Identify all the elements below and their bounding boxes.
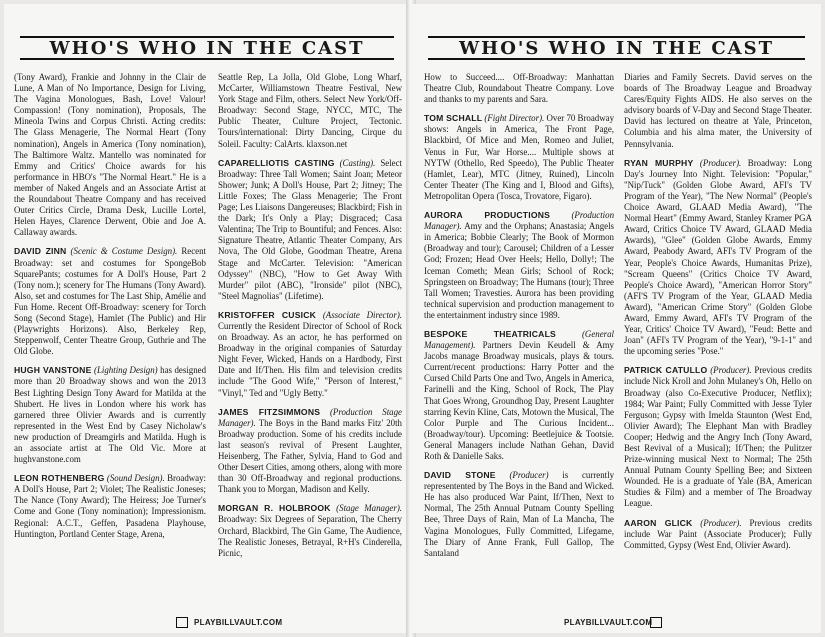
bio-entry <box>424 329 614 462</box>
bio-name: CAPARELLIOTIS CASTING <box>218 157 335 168</box>
bio-text: Seattle Rep, La Jolla, Old Globe, Long Wharf, McCarter, Williamstown Theatre Festival, New York Stage and Film, others. Select New York/Off-Broadway: Second Stage, NYCC, MTC, The Public Theater, Culture Project, Tectonic. Tours/international: Dirty Dancing, Cirque du Soleil. Faculty: CalArts. klaxson.net <box>218 72 402 149</box>
bio-name: PATRICK CATULLO <box>624 365 708 376</box>
bio-entry <box>14 72 206 238</box>
bio-entry <box>424 470 614 559</box>
bio-name: AURORA PRODUCTIONS <box>424 210 551 221</box>
bio-entry <box>14 473 206 540</box>
bio-role: (Lighting Design) <box>94 365 158 376</box>
bio-text: has designed more than 20 Broadway shows and won the 2013 Best Lighting Design Tony Award for Matilda at the Shubert. He lives in London where his work has garnered three Olivier Awards and is currently represented in the West End by Casey Nicholaw's new production of Dreamgirls and Matilda. Hugh is an associate artist at The Old Vic. More at hughvanstone.com <box>14 365 206 465</box>
bio-text: Partners Devin Keudell & Amy Jacobs manage Broadway musicals, plays & tours. Current/recent productions: Harry Potter and the Cursed Child Parts One and Two, Angels in America, Farinelli and the King, School of Rock, The Play That Goes Wrong, Groundhog Day, Present Laughter starring Kevin Kline, Cats, Motown the Musical, The Color Purple and The Curious Incident... (Broadway/tour). Upcoming: Beetlejuice & Tootsie. General Managers include Nathan Gehan, David Roth & Danielle Saks. <box>424 340 614 461</box>
bio-role: (Producer) <box>509 470 549 481</box>
bio-role: (Producer). <box>710 365 752 376</box>
bio-text: Previous credits include War Paint (Associate Producer); Fully Committed, Gypsy (West End, Olivier Award). <box>624 517 812 550</box>
bio-entry <box>218 407 402 496</box>
bio-text: Diaries and Family Secrets. David serves on the boards of The Broadway League and Broadway Cares/Equity Fights AIDS. He also serves on the advisory boards of V-Day and Second Stage Theater. David has lectured on theatre at Yale, Princeton, Columbia and his alma mater, the University of Pennsylvania. <box>624 72 812 149</box>
page-number-box <box>176 617 188 628</box>
bio-name: MORGAN R. HOLBROOK <box>218 503 331 514</box>
left-column-2 <box>218 72 402 617</box>
bio-text: The Boys in the Band marks Fitz' 20th Broadway production. Some of his credits include last season's revival of Present Laughter, Heisenberg, The Father, Sylvia, Hand to God and Other Desert Cities, among others, along with more than 30 Off-Broadway and regional productions. Thank you to Morgan, Madison and Kelly. <box>218 417 402 495</box>
right-column-2 <box>624 72 812 617</box>
bio-role: (Production Stage Manager). <box>218 406 402 428</box>
bio-text: Broadway: A Doll's House, Part 2; Violet; The Realistic Joneses; The Nance (Tony Award); The Heiress; Joe Turner's Come and Gone (Tony nomination); Impressionism. Regional: A.C.T., Geffen, Pasadena Playhouse, Huntington, Portland Center Stage, Arena, <box>14 473 206 539</box>
bio-text: How to Succeed.... Off-Broadway: Manhattan Theatre Club, Roundabout Theatre Company. Love and thanks to my parents and Sara. <box>424 72 614 105</box>
bio-name: JAMES FITZSIMMONS <box>218 406 321 417</box>
right-page <box>412 4 821 633</box>
bio-entry <box>424 72 614 105</box>
bio-entry <box>14 365 206 465</box>
page-number-box <box>650 617 662 628</box>
bio-entry <box>218 310 402 399</box>
bio-text: (Tony Award), Frankie and Johnny in the Clair de Lune, A Man of No Importance, Design for Living, The Vagina Monologues, Bash, Love! Valour! Compassion! (Tony nomination), Proposals, The Mineola Twins and Corpus Christi. Acting credits: The Glass Menagerie, The Normal Heart (Tony nomination), Angels in America (Tony nomination), The Baltimore Waltz. Mantello was nominated for Emmy and Critics' Choice awards for his performance in HBO's "The Normal Heart." He is a member of Naked Angels and an Associate Artist at the Roundabout Theatre Company and has received Outer Critics Circle, Drama Desk, Lucille Lortel, Helen Hayes, Clarence Derwent, Obie and Joe A. Callaway awards. <box>14 72 206 238</box>
bio-text: Select Broadway: Three Tall Women; Saint Joan; Meteor Shower; Junk; A Doll's House, Part 2; Jitney; The Little Foxes; The Glass Menagerie; The Front Page; Les Liaisons Dangereuses; Blackbird; Fish in the Dark; It's Only a Play; Disgraced; Casa Valentina; The Trip to Bountiful; and Fences. Also: Signature Theatre, Atlantic Theater Company, Ars Nova, The Old Globe, Goodman Theatre, Arena Stage and McCarter. Television: "American Odyssey" (NBC), "How to Get Away With Murder" pilot (ABC), "Ironside" pilot (NBC), "Steel Magnolias" (Lifetime). <box>218 157 402 301</box>
bio-text: Recent Broadway: set and costumes for SpongeBob SquarePants; costumes for A Doll's House, Part 2 (Tony nom.); scenery for The Humans (Tony Award). Also, set and costumes for The Last Ship, Amélie and Fun Home. Recent Off-Broadway: scenery for Torch Song (Second Stage), Hamlet (The Public) and Hir (Playwrights Horizons). Also, Berkeley Rep, Steppenwolf, Center Theatre Group, Guthrie and The Old Globe. <box>14 246 206 357</box>
bio-entry <box>624 158 812 358</box>
bio-entry <box>424 210 614 321</box>
bio-entry <box>218 158 402 302</box>
bio-entry <box>624 72 812 150</box>
section-title: WHO'S WHO IN THE CAST <box>49 38 365 59</box>
bio-name: KRISTOFFER CUSICK <box>218 309 317 320</box>
right-column-1 <box>424 72 614 617</box>
bio-name: HUGH VANSTONE <box>14 365 92 376</box>
section-title: WHO'S WHO IN THE CAST <box>458 38 775 59</box>
bio-role: (Scenic & Costume Design). <box>70 246 178 257</box>
bio-role: (Casting). <box>339 157 376 168</box>
bio-entry <box>14 246 206 357</box>
section-header <box>20 36 394 60</box>
bio-entry <box>624 365 812 509</box>
bio-entry <box>424 113 614 202</box>
bio-text: Broadway: Long Day's Journey Into Night. Television: "Popular," "Nip/Tuck" (Golden Globe Award, AFI's TV Program of the Year), "The New Normal" (People's Choice Award, GLAAD Media Award), "The Normal Heart" (Emmy Award, Stanley Kramer PGA Award, Critics Choice TV Award, GLAAD Media Awards), "Glee" (Golden Globe Awards, Emmy Award, Peabody Award, AFI's TV Program of the Year, People's Choice Awards, Humanitas Prize), "Scream Queens" (Critics Choice TV Award, People's Choice Award), "American Horror Story" (AFI'S TV Program of the Year, GLAAD Media Award), "American Crime Story" (Golden Globe Award, Emmy Award, AFI's TV Program of the Year, Critics' Choice TV Award), "Feud: Bette and Joan" (AFI's TV Program of the Year), "9-1-1" and the upcoming series "Pose." <box>624 157 812 357</box>
bio-entry <box>624 518 812 551</box>
bio-text: Over 70 Broadway shows: Angels in America, The Front Page, Blackbird, Of Mice and Men, Romeo and Juliet, Venus in Fur, War Horse.... Multiple shows at NYTW (Othello, Red Speedo), The Public Theater (Hamlet, Lear), MTC (Jitney, Ruined), Lincoln Center Theater (The King and I, Blood and Gifts), Metropolitan Opera (Tosca, Trovatore, Figaro). <box>424 113 614 201</box>
bio-role: (Stage Manager). <box>336 503 402 514</box>
bio-role: (Sound Design). <box>106 473 165 484</box>
bio-entry <box>218 72 402 150</box>
bio-text: Previous credits include Nick Kroll and John Mulaney's Oh, Hello on Broadway (also Co-Executive Producer, Netflix); 1984; War Paint; Fully Committed with Jesse Tyler Ferguson; Gypsy with Imelda Staunton (West End, Olivier Award); The Elephant Man with Bradley Cooper; Hedwig and the Angry Inch (Tony Award, Best Revival of a Musical); If/Then; the Pulitzer Prize-winning musical Next to Normal; The 25th Annual Putnam County Spelling Bee; and Sixteen Wounded. He is a graduate of Yale (BA, American Studies & Film) and a member of The Broadway League. <box>624 365 812 509</box>
bio-text: Amy and the Orphans; Anastasia; Angels in America; Bobbie Clearly; The Book of Mormon (Broadway and tour); Carousel; Children of a Lesser God; Frozen; Head Over Heels; Hello, Dolly!; The Iceman Cometh; Mean Girls; School of Rock; Springsteen on Broadway; The Humans (tour); Three Tall Women; Travesties. Aurora has been providing technical supervision and production management to the entertainment industry since 1989. <box>424 221 614 320</box>
bio-role: (Producer). <box>699 157 742 168</box>
bio-role: (Fight Director). <box>484 113 545 124</box>
footer-site: PLAYBILLVAULT.COM <box>194 618 283 627</box>
bio-text: Currently the Resident Director of School of Rock on Broadway. As an actor, he has performed on Broadway in the original companies of Saturday Night Fever, Wicked, Hands on a Hardbody, First Date and If/Then. His film and television credits include "The Good Wife," "Person of Interest," "Vinyl," Ted and "Ugly Betty." <box>218 320 402 398</box>
bio-name: DAVID ZINN <box>14 246 67 257</box>
bio-name: RYAN MURPHY <box>624 157 694 168</box>
bio-name: LEON ROTHENBERG <box>14 473 105 484</box>
footer-site: PLAYBILLVAULT.COM <box>564 618 653 627</box>
bio-name: TOM SCHALL <box>424 113 483 124</box>
left-page <box>4 4 410 633</box>
section-header <box>428 36 805 60</box>
bio-name: BESPOKE THEATRICALS <box>424 328 556 339</box>
bio-text: Broadway: Six Degrees of Separation, The Cherry Orchard, Blackbird, The Gin Game, The Audience, The Realistic Joneses, Betrayal, R+H's Cinderella, Picnic, <box>218 514 402 558</box>
bio-name: AARON GLICK <box>624 517 693 528</box>
bio-role: (Producer). <box>700 517 742 528</box>
bio-role: (Associate Director). <box>322 309 402 320</box>
bio-role: (Production Manager). <box>424 210 614 232</box>
bio-role: (General Management). <box>424 328 614 351</box>
bio-name: DAVID STONE <box>424 470 496 481</box>
bio-text: is currently representented by The Boys in the Band and Wicked. He has also produced War Paint, If/Then, Next to Normal, The 25th Annual Putnam County Spelling Bee, Three Days of Rain, Man of La Mancha, The Vagina Monologues, Fully Committed, Lifegame, The Diary of Anne Frank, Full Gallop, The Santaland <box>424 470 614 558</box>
bio-entry <box>218 503 402 558</box>
left-column-1 <box>14 72 206 617</box>
